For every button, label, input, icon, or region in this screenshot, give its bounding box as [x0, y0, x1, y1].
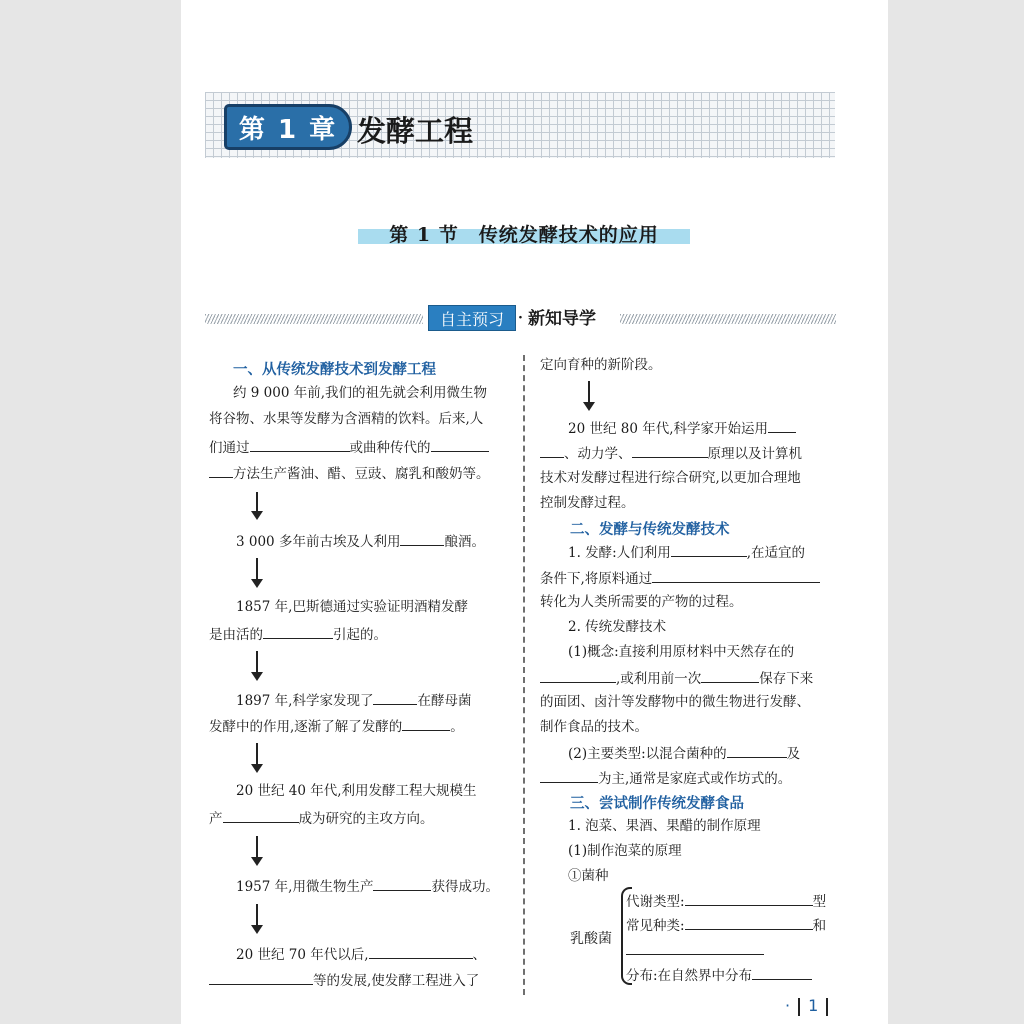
- text-segment: 保存下来: [759, 671, 814, 687]
- page-number-bar: [798, 998, 800, 1016]
- fill-blank[interactable]: [752, 965, 812, 980]
- text-segment: 发酵中的作用,逐渐了解了发酵的: [209, 719, 403, 735]
- text-segment: 和: [812, 918, 827, 934]
- fill-blank[interactable]: [263, 624, 333, 639]
- text-segment: 、: [472, 947, 487, 963]
- text-segment: 为主,通常是家庭式或作坊式的。: [598, 771, 792, 787]
- fill-blank[interactable]: [400, 531, 444, 546]
- banner-separator: ·: [518, 310, 523, 326]
- left-p5-line2: [209, 808, 434, 828]
- heading-2: 二、发酵与传统发酵技术: [570, 522, 730, 538]
- right-r1: 定向育种的新阶段。: [540, 357, 662, 373]
- left-p4-line2: [209, 716, 464, 736]
- left-p1-line1: 约 9 000 年前,我们的祖先就会利用微生物: [233, 385, 488, 401]
- section-title: 第 1 节 传统发酵技术的应用: [389, 224, 659, 246]
- right-r5-line1: (1)概念:直接利用原材料中天然存在的: [568, 644, 795, 660]
- text-segment: 及: [786, 746, 801, 762]
- text-segment: 或曲种传代的: [349, 440, 431, 456]
- lactic-bacteria-label: 乳酸菌: [570, 931, 612, 947]
- arrow-down-icon: [251, 651, 263, 681]
- fill-blank[interactable]: [540, 768, 598, 783]
- heading-1: 一、从传统发酵技术到发酵工程: [233, 362, 436, 378]
- text-segment: 获得成功。: [431, 879, 499, 895]
- text-segment: 1897 年,科学家发现了: [236, 693, 374, 709]
- fill-blank[interactable]: [540, 443, 564, 458]
- chapter-label: 第 1 章: [224, 104, 352, 150]
- text-segment: 们通过: [209, 440, 250, 456]
- left-p3-line1: 1857 年,巴斯德通过实验证明酒精发酵: [236, 599, 468, 615]
- fill-blank[interactable]: [626, 940, 764, 955]
- text-segment: 酿酒。: [444, 534, 485, 550]
- right-r2-line4: 控制发酵过程。: [540, 495, 635, 511]
- left-p3-line2: [209, 624, 387, 644]
- right-r5-line3: 的面团、卤汁等发酵物中的微生物进行发酵、: [540, 694, 810, 710]
- right-r2-line3: 技术对发酵过程进行综合研究,以更加合理地: [540, 470, 801, 486]
- banner-hatch-right: [620, 314, 836, 324]
- left-p1-line3: [209, 437, 489, 457]
- text-segment: 20 世纪 80 年代,科学家开始运用: [568, 421, 769, 437]
- right-r3-line1: [568, 542, 805, 562]
- chapter-title: 发酵工程: [357, 114, 474, 148]
- right-r4: 2. 传统发酵技术: [568, 619, 667, 635]
- fill-blank[interactable]: [727, 743, 787, 758]
- text-segment: 3 000 多年前古埃及人利用: [236, 534, 401, 550]
- left-p1-line4: [209, 463, 490, 483]
- fill-blank[interactable]: [685, 915, 813, 930]
- text-segment: 引起的。: [333, 627, 387, 643]
- fill-blank[interactable]: [685, 891, 813, 906]
- arrow-down-icon: [251, 836, 263, 866]
- text-segment: 1957 年,用微生物生产: [236, 879, 374, 895]
- right-r2-line2: [540, 443, 802, 463]
- text-segment: 方法生产酱油、醋、豆豉、腐乳和酸奶等。: [233, 466, 490, 482]
- brace-item-distribution: [626, 965, 812, 985]
- fill-blank[interactable]: [671, 542, 747, 557]
- arrow-down-icon: [251, 743, 263, 773]
- banner-title: 新知导学: [528, 309, 596, 329]
- fill-blank[interactable]: [223, 808, 299, 823]
- text-segment: 常见种类:: [626, 918, 685, 934]
- left-p7-line1: [236, 944, 486, 964]
- text-segment: 在酵母菌: [417, 693, 472, 709]
- text-segment: 等的发展,使发酵工程进入了: [313, 973, 480, 989]
- heading-3: 三、尝试制作传统发酵食品: [570, 796, 744, 812]
- page-number-value: 1: [808, 996, 819, 1015]
- fill-blank[interactable]: [768, 418, 796, 433]
- fill-blank[interactable]: [369, 944, 473, 959]
- page-number-dot: ·: [785, 996, 791, 1015]
- text-segment: 代谢类型:: [626, 894, 685, 910]
- right-r6-line2: [540, 768, 791, 788]
- text-segment: 。: [450, 719, 464, 735]
- left-p6: [236, 876, 499, 896]
- fill-blank[interactable]: [209, 970, 313, 985]
- right-r5-line2: [540, 668, 813, 688]
- right-r5-line4: 制作食品的技术。: [540, 719, 648, 735]
- text-segment: 型: [812, 894, 827, 910]
- text-segment: 1. 发酵:人们利用: [568, 545, 671, 561]
- left-p4-line1: [236, 690, 471, 710]
- column-divider: [523, 355, 525, 995]
- fill-blank[interactable]: [402, 716, 450, 731]
- text-segment: 分布:在自然界中分布: [626, 968, 753, 984]
- text-segment: 条件下,将原料通过: [540, 571, 653, 587]
- text-segment: 、动力学、: [564, 446, 632, 462]
- fill-blank[interactable]: [540, 668, 616, 683]
- fill-blank[interactable]: [431, 437, 489, 452]
- text-segment: 原理以及计算机: [707, 446, 802, 462]
- right-r8: (1)制作泡菜的原理: [568, 843, 682, 859]
- fill-blank[interactable]: [652, 568, 820, 583]
- right-r9: ①菌种: [568, 868, 609, 884]
- fill-blank[interactable]: [632, 443, 708, 458]
- arrow-down-icon: [583, 381, 595, 411]
- fill-blank[interactable]: [209, 463, 233, 478]
- right-r3-line3: 转化为人类所需要的产物的过程。: [540, 594, 743, 610]
- banner-hatch-left: [205, 314, 423, 324]
- brace-item-metabolism: [626, 891, 826, 911]
- arrow-down-icon: [251, 558, 263, 588]
- arrow-down-icon: [251, 904, 263, 934]
- text-segment: ,在适宜的: [746, 545, 806, 561]
- fill-blank[interactable]: [701, 668, 759, 683]
- text-segment: 成为研究的主攻方向。: [298, 811, 434, 827]
- page-number-bar: [826, 998, 828, 1016]
- left-p5-line1: 20 世纪 40 年代,利用发酵工程大规模生: [236, 783, 477, 799]
- banner-badge: 自主预习: [428, 305, 516, 331]
- right-r7: 1. 泡菜、果酒、果醋的制作原理: [568, 818, 761, 834]
- right-r6-line1: [568, 743, 800, 763]
- text-segment: 20 世纪 70 年代以后,: [236, 947, 369, 963]
- brace-item-extra: [626, 940, 764, 960]
- text-segment: (2)主要类型:以混合菌种的: [568, 746, 727, 762]
- brace-item-species: [626, 915, 826, 935]
- text-segment: 产: [209, 811, 223, 827]
- arrow-down-icon: [251, 492, 263, 520]
- left-p7-line2: [209, 970, 479, 990]
- right-r2-line1: [568, 418, 796, 438]
- left-p2: [236, 531, 485, 551]
- right-r3-line2: [540, 568, 820, 588]
- fill-blank[interactable]: [373, 876, 431, 891]
- page-number: [785, 996, 836, 1016]
- left-p1-line2: 将谷物、水果等发酵为含酒精的饮料。后来,人: [209, 411, 484, 427]
- fill-blank[interactable]: [250, 437, 350, 452]
- fill-blank[interactable]: [373, 690, 417, 705]
- text-segment: ,或利用前一次: [616, 671, 702, 687]
- text-segment: 是由活的: [209, 627, 263, 643]
